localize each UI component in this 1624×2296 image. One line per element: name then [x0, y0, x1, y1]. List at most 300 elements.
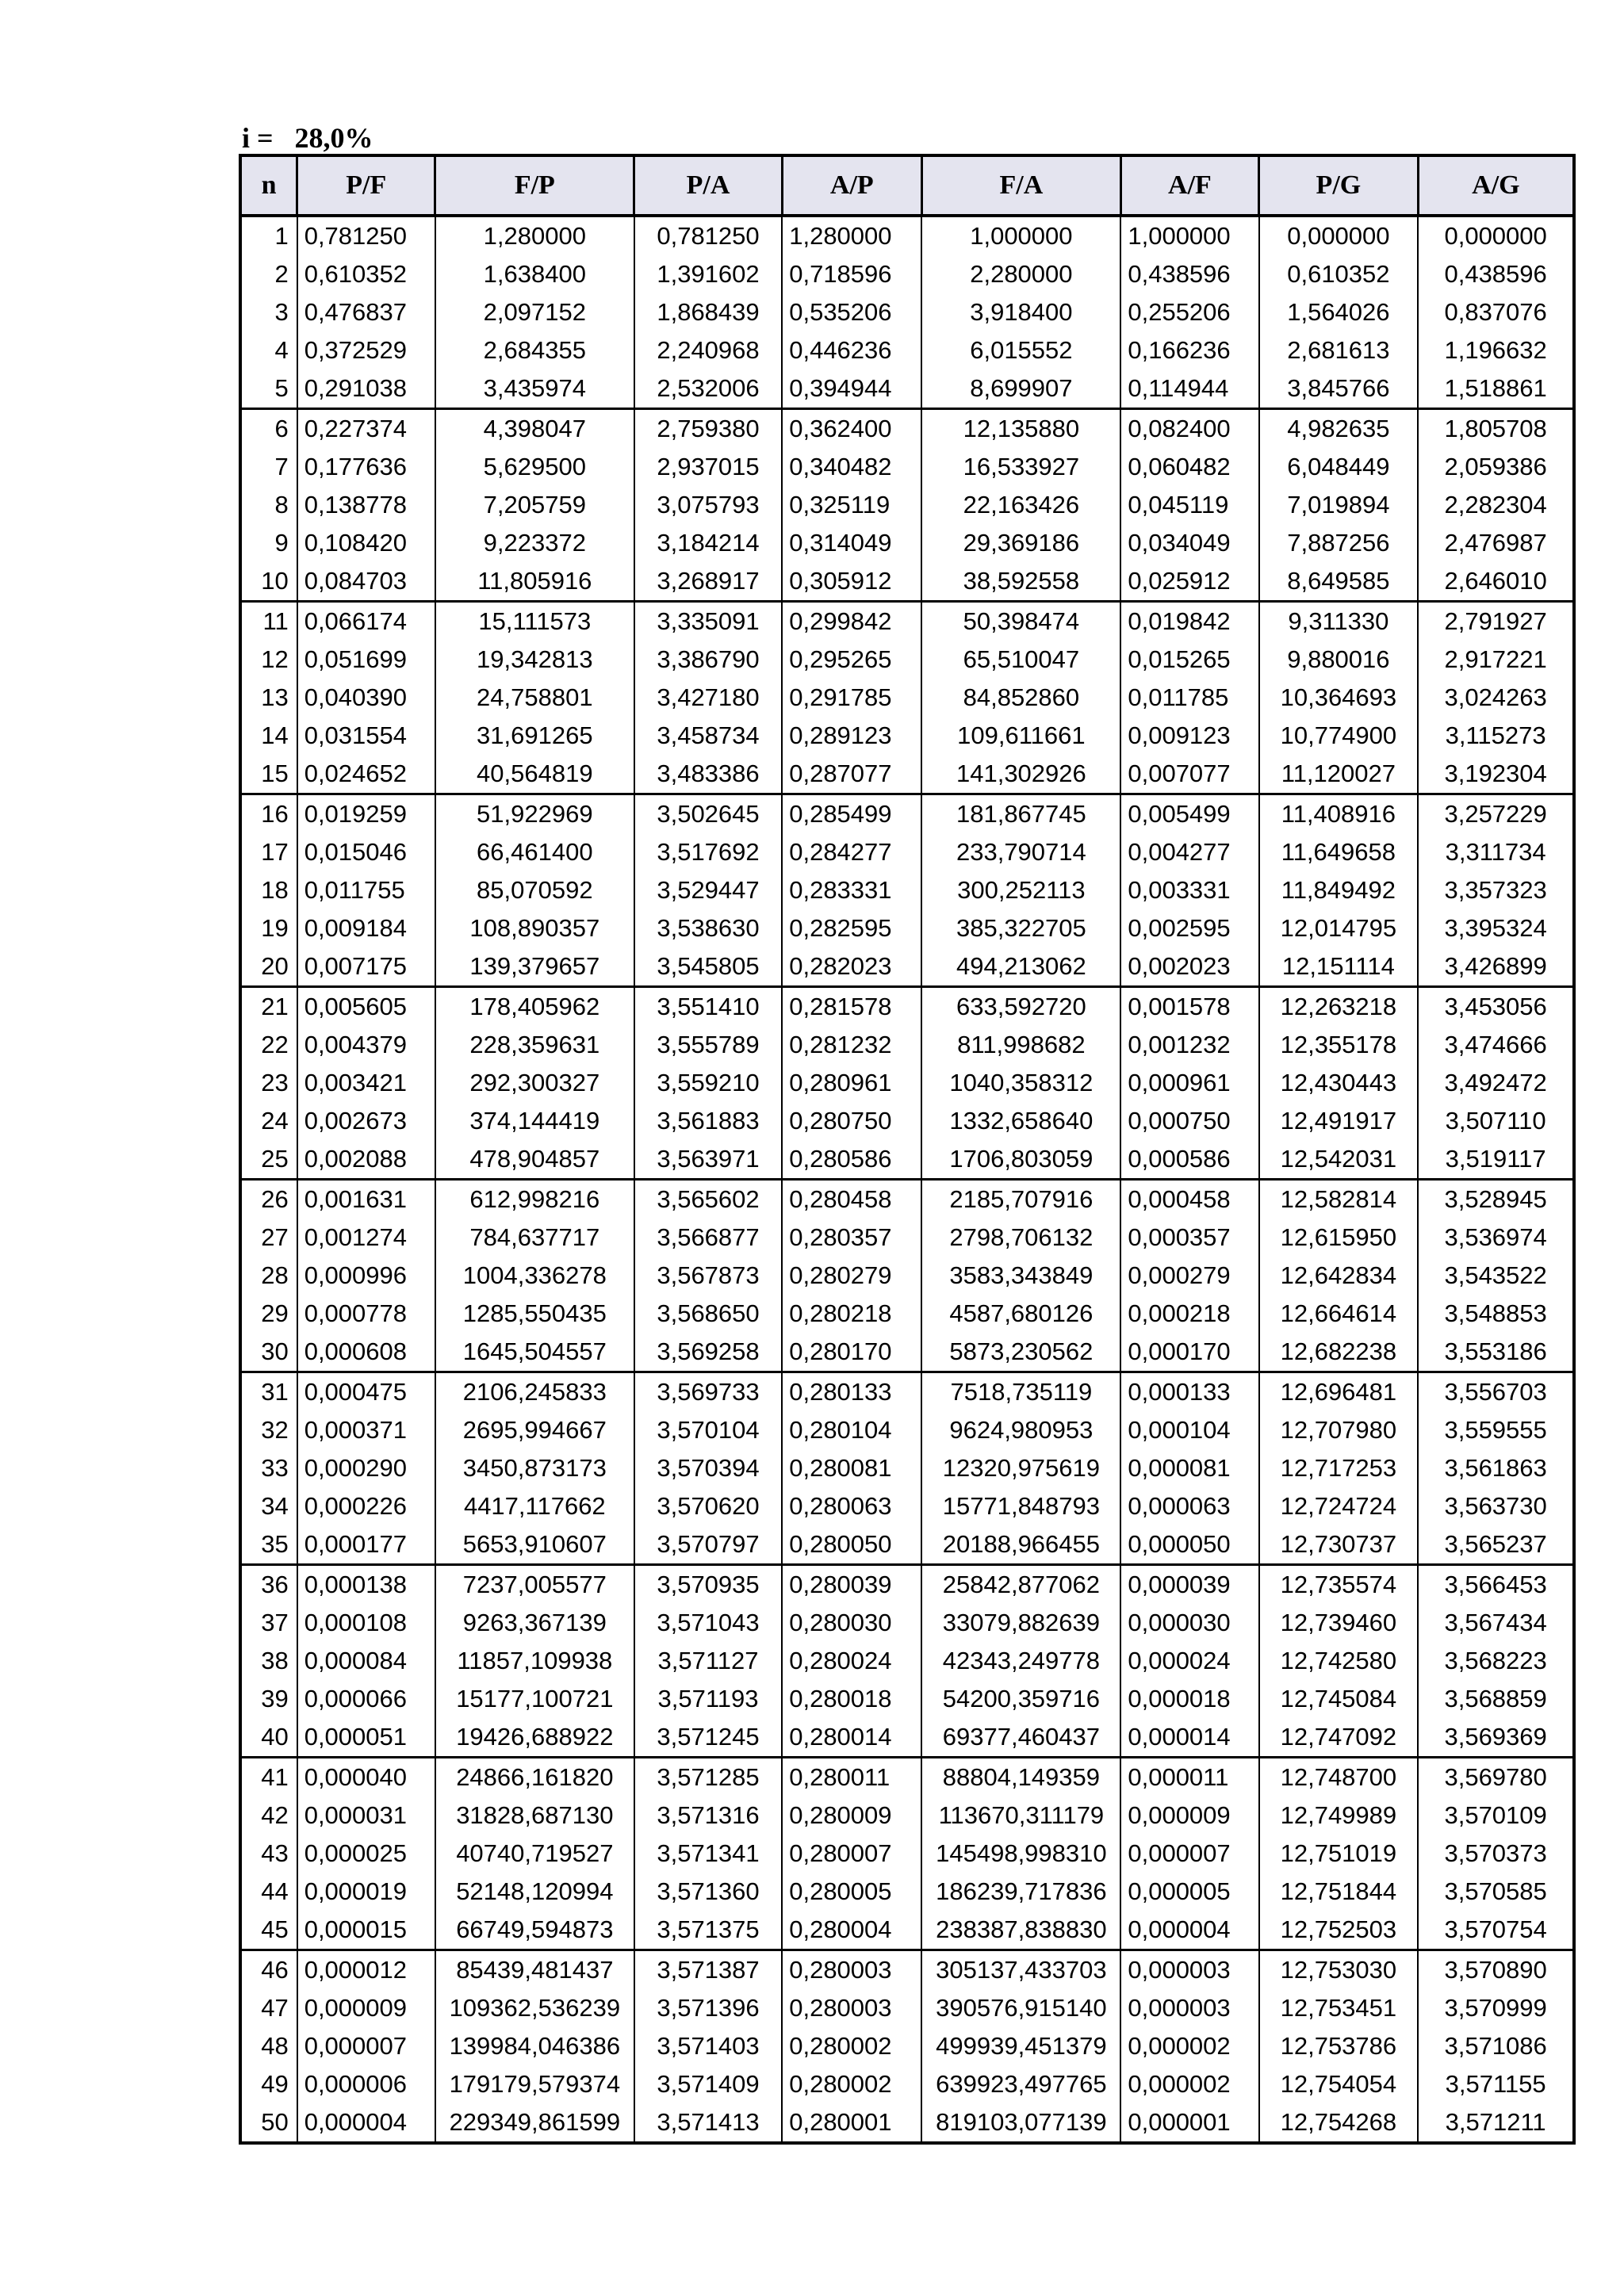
- f-a-cell: 141,302926: [921, 755, 1120, 794]
- table-row: [240, 1487, 1574, 1525]
- f-a-cell: 69377,460437: [921, 1718, 1120, 1758]
- p-a-cell: 3,561883: [634, 1102, 782, 1140]
- f-p-cell: 109362,536239: [435, 1989, 634, 2027]
- p-f-cell: 0,000371: [297, 1411, 435, 1449]
- f-a-cell: 3583,343849: [921, 1257, 1120, 1295]
- p-f-cell: 0,000051: [297, 1718, 435, 1758]
- a-f-cell: 0,015265: [1120, 641, 1258, 679]
- f-a-cell: 1,000000: [921, 216, 1120, 255]
- p-a-cell: 3,571245: [634, 1718, 782, 1758]
- a-p-cell: 0,280279: [782, 1257, 921, 1295]
- f-p-cell: 5,629500: [435, 448, 634, 486]
- p-g-cell: 12,730737: [1259, 1525, 1419, 1565]
- a-g-cell: 2,476987: [1418, 524, 1574, 562]
- a-f-cell: 0,000002: [1120, 2027, 1258, 2065]
- period-cell: 10: [240, 562, 297, 602]
- table-row: [240, 1411, 1574, 1449]
- a-g-cell: 2,917221: [1418, 641, 1574, 679]
- period-cell: 45: [240, 1911, 297, 1950]
- a-g-cell: 3,474666: [1418, 1026, 1574, 1064]
- period-cell: 6: [240, 409, 297, 449]
- p-g-cell: 12,735574: [1259, 1565, 1419, 1605]
- column-header-a-g: A/G: [1418, 155, 1574, 216]
- p-a-cell: 3,569258: [634, 1333, 782, 1372]
- p-f-cell: 0,000608: [297, 1333, 435, 1372]
- period-cell: 15: [240, 755, 297, 794]
- a-g-cell: 0,837076: [1418, 293, 1574, 331]
- f-a-cell: 113670,311179: [921, 1797, 1120, 1835]
- f-a-cell: 50,398474: [921, 602, 1120, 641]
- f-a-cell: 25842,877062: [921, 1565, 1120, 1605]
- f-a-cell: 494,213062: [921, 947, 1120, 987]
- p-a-cell: 3,268917: [634, 562, 782, 602]
- p-a-cell: 3,569733: [634, 1372, 782, 1412]
- a-p-cell: 0,280009: [782, 1797, 921, 1835]
- f-a-cell: 1332,658640: [921, 1102, 1120, 1140]
- a-p-cell: 0,535206: [782, 293, 921, 331]
- a-p-cell: 0,280007: [782, 1835, 921, 1873]
- a-g-cell: 3,563730: [1418, 1487, 1574, 1525]
- a-p-cell: 0,280750: [782, 1102, 921, 1140]
- a-g-cell: 1,518861: [1418, 369, 1574, 409]
- p-f-cell: 0,000006: [297, 2065, 435, 2103]
- period-cell: 5: [240, 369, 297, 409]
- p-g-cell: 10,774900: [1259, 717, 1419, 755]
- p-a-cell: 2,759380: [634, 409, 782, 449]
- period-cell: 12: [240, 641, 297, 679]
- a-g-cell: 3,568859: [1418, 1680, 1574, 1718]
- a-g-cell: 3,561863: [1418, 1449, 1574, 1487]
- table-row: [240, 293, 1574, 331]
- a-f-cell: 0,025912: [1120, 562, 1258, 602]
- interest-rate-prefix: i =: [242, 122, 274, 154]
- a-g-cell: 3,559555: [1418, 1411, 1574, 1449]
- table-row: [240, 1758, 1574, 1797]
- p-a-cell: 3,502645: [634, 794, 782, 834]
- a-g-cell: 3,570109: [1418, 1797, 1574, 1835]
- p-g-cell: 12,615950: [1259, 1219, 1419, 1257]
- f-a-cell: 84,852860: [921, 679, 1120, 717]
- f-p-cell: 178,405962: [435, 987, 634, 1027]
- p-a-cell: 3,529447: [634, 871, 782, 909]
- a-g-cell: 3,568223: [1418, 1642, 1574, 1680]
- table-row: [240, 794, 1574, 834]
- a-g-cell: 2,059386: [1418, 448, 1574, 486]
- a-f-cell: 0,000050: [1120, 1525, 1258, 1565]
- f-p-cell: 292,300327: [435, 1064, 634, 1102]
- period-cell: 13: [240, 679, 297, 717]
- a-f-cell: 0,000018: [1120, 1680, 1258, 1718]
- a-f-cell: 0,000002: [1120, 2065, 1258, 2103]
- p-g-cell: 7,887256: [1259, 524, 1419, 562]
- p-g-cell: 11,120027: [1259, 755, 1419, 794]
- table-row: [240, 987, 1574, 1027]
- table-row: [240, 871, 1574, 909]
- table-row: [240, 1449, 1574, 1487]
- a-f-cell: 0,000218: [1120, 1295, 1258, 1333]
- a-f-cell: 0,000750: [1120, 1102, 1258, 1140]
- period-cell: 7: [240, 448, 297, 486]
- p-a-cell: 3,571396: [634, 1989, 782, 2027]
- p-f-cell: 0,003421: [297, 1064, 435, 1102]
- period-cell: 41: [240, 1758, 297, 1797]
- f-p-cell: 228,359631: [435, 1026, 634, 1064]
- p-a-cell: 3,571193: [634, 1680, 782, 1718]
- f-p-cell: 4,398047: [435, 409, 634, 449]
- a-p-cell: 0,287077: [782, 755, 921, 794]
- f-p-cell: 9,223372: [435, 524, 634, 562]
- a-f-cell: 0,000039: [1120, 1565, 1258, 1605]
- period-cell: 34: [240, 1487, 297, 1525]
- p-a-cell: 3,571043: [634, 1604, 782, 1642]
- a-f-cell: 0,000009: [1120, 1797, 1258, 1835]
- f-p-cell: 66,461400: [435, 833, 634, 871]
- table-header-row: [240, 155, 1574, 216]
- f-a-cell: 145498,998310: [921, 1835, 1120, 1873]
- a-g-cell: 3,569369: [1418, 1718, 1574, 1758]
- f-p-cell: 66749,594873: [435, 1911, 634, 1950]
- a-p-cell: 0,280586: [782, 1140, 921, 1180]
- f-p-cell: 11857,109938: [435, 1642, 634, 1680]
- f-a-cell: 186239,717836: [921, 1873, 1120, 1911]
- p-f-cell: 0,138778: [297, 486, 435, 524]
- f-p-cell: 1004,336278: [435, 1257, 634, 1295]
- a-g-cell: 3,507110: [1418, 1102, 1574, 1140]
- period-cell: 28: [240, 1257, 297, 1295]
- a-p-cell: 0,280170: [782, 1333, 921, 1372]
- a-f-cell: 0,002023: [1120, 947, 1258, 987]
- period-cell: 48: [240, 2027, 297, 2065]
- f-a-cell: 2,280000: [921, 255, 1120, 293]
- f-a-cell: 7518,735119: [921, 1372, 1120, 1412]
- p-a-cell: 3,571387: [634, 1950, 782, 1990]
- period-cell: 2: [240, 255, 297, 293]
- a-p-cell: 0,280004: [782, 1911, 921, 1950]
- p-g-cell: 7,019894: [1259, 486, 1419, 524]
- a-g-cell: 3,556703: [1418, 1372, 1574, 1412]
- p-g-cell: 9,311330: [1259, 602, 1419, 641]
- table-row: [240, 1219, 1574, 1257]
- f-p-cell: 4417,117662: [435, 1487, 634, 1525]
- f-a-cell: 633,592720: [921, 987, 1120, 1027]
- a-p-cell: 0,280357: [782, 1219, 921, 1257]
- a-g-cell: 3,528945: [1418, 1180, 1574, 1219]
- period-cell: 35: [240, 1525, 297, 1565]
- f-a-cell: 2185,707916: [921, 1180, 1120, 1219]
- period-cell: 38: [240, 1642, 297, 1680]
- a-g-cell: 3,311734: [1418, 833, 1574, 871]
- column-header-f-p: F/P: [435, 155, 634, 216]
- period-cell: 24: [240, 1102, 297, 1140]
- f-a-cell: 390576,915140: [921, 1989, 1120, 2027]
- a-g-cell: 2,646010: [1418, 562, 1574, 602]
- p-f-cell: 0,227374: [297, 409, 435, 449]
- p-f-cell: 0,000040: [297, 1758, 435, 1797]
- a-p-cell: 0,299842: [782, 602, 921, 641]
- table-row: [240, 409, 1574, 449]
- period-cell: 29: [240, 1295, 297, 1333]
- p-f-cell: 0,000004: [297, 2103, 435, 2143]
- period-cell: 27: [240, 1219, 297, 1257]
- f-a-cell: 3,918400: [921, 293, 1120, 331]
- column-header-p-g: P/G: [1259, 155, 1419, 216]
- f-p-cell: 1,280000: [435, 216, 634, 255]
- f-a-cell: 1040,358312: [921, 1064, 1120, 1102]
- p-f-cell: 0,000475: [297, 1372, 435, 1412]
- a-f-cell: 0,002595: [1120, 909, 1258, 947]
- period-cell: 11: [240, 602, 297, 641]
- a-p-cell: 0,280063: [782, 1487, 921, 1525]
- a-f-cell: 0,000024: [1120, 1642, 1258, 1680]
- p-g-cell: 12,753786: [1259, 2027, 1419, 2065]
- a-f-cell: 0,045119: [1120, 486, 1258, 524]
- f-a-cell: 8,699907: [921, 369, 1120, 409]
- p-g-cell: 12,754268: [1259, 2103, 1419, 2143]
- a-f-cell: 0,000133: [1120, 1372, 1258, 1412]
- a-p-cell: 0,280030: [782, 1604, 921, 1642]
- a-p-cell: 0,340482: [782, 448, 921, 486]
- f-p-cell: 2,097152: [435, 293, 634, 331]
- table-row: [240, 2103, 1574, 2143]
- p-f-cell: 0,000009: [297, 1989, 435, 2027]
- column-header-a-p: A/P: [782, 155, 921, 216]
- table-row: [240, 1295, 1574, 1333]
- a-g-cell: 3,570373: [1418, 1835, 1574, 1873]
- a-g-cell: 3,569780: [1418, 1758, 1574, 1797]
- p-a-cell: 2,532006: [634, 369, 782, 409]
- p-g-cell: 0,610352: [1259, 255, 1419, 293]
- p-g-cell: 12,642834: [1259, 1257, 1419, 1295]
- a-g-cell: 3,571155: [1418, 2065, 1574, 2103]
- p-f-cell: 0,000138: [297, 1565, 435, 1605]
- table-row: [240, 1989, 1574, 2027]
- p-a-cell: 3,551410: [634, 987, 782, 1027]
- a-g-cell: 3,519117: [1418, 1140, 1574, 1180]
- p-g-cell: 12,355178: [1259, 1026, 1419, 1064]
- p-a-cell: 3,427180: [634, 679, 782, 717]
- p-g-cell: 12,151114: [1259, 947, 1419, 987]
- interest-rate-label: [242, 119, 373, 157]
- a-p-cell: 0,282595: [782, 909, 921, 947]
- a-g-cell: 3,571086: [1418, 2027, 1574, 2065]
- f-p-cell: 85,070592: [435, 871, 634, 909]
- period-cell: 31: [240, 1372, 297, 1412]
- table-row: [240, 717, 1574, 755]
- a-p-cell: 0,280011: [782, 1758, 921, 1797]
- period-cell: 21: [240, 987, 297, 1027]
- p-a-cell: 3,184214: [634, 524, 782, 562]
- f-a-cell: 385,322705: [921, 909, 1120, 947]
- p-f-cell: 0,000025: [297, 1835, 435, 1873]
- a-p-cell: 0,305912: [782, 562, 921, 602]
- a-g-cell: 3,567434: [1418, 1604, 1574, 1642]
- table-row: [240, 255, 1574, 293]
- f-p-cell: 5653,910607: [435, 1525, 634, 1565]
- f-p-cell: 108,890357: [435, 909, 634, 947]
- a-p-cell: 0,280081: [782, 1449, 921, 1487]
- p-g-cell: 12,707980: [1259, 1411, 1419, 1449]
- f-a-cell: 811,998682: [921, 1026, 1120, 1064]
- period-cell: 9: [240, 524, 297, 562]
- f-a-cell: 181,867745: [921, 794, 1120, 834]
- f-p-cell: 19,342813: [435, 641, 634, 679]
- p-a-cell: 3,571375: [634, 1911, 782, 1950]
- column-header-f-a: F/A: [921, 155, 1120, 216]
- a-p-cell: 0,280002: [782, 2065, 921, 2103]
- f-a-cell: 20188,966455: [921, 1525, 1120, 1565]
- table-row: [240, 1950, 1574, 1990]
- p-a-cell: 3,483386: [634, 755, 782, 794]
- period-cell: 40: [240, 1718, 297, 1758]
- f-a-cell: 4587,680126: [921, 1295, 1120, 1333]
- a-f-cell: 0,000458: [1120, 1180, 1258, 1219]
- period-cell: 42: [240, 1797, 297, 1835]
- table-row: [240, 1372, 1574, 1412]
- f-p-cell: 1,638400: [435, 255, 634, 293]
- p-f-cell: 0,000778: [297, 1295, 435, 1333]
- p-f-cell: 0,001274: [297, 1219, 435, 1257]
- p-f-cell: 0,011755: [297, 871, 435, 909]
- f-a-cell: 2798,706132: [921, 1219, 1120, 1257]
- f-p-cell: 139,379657: [435, 947, 634, 987]
- f-p-cell: 15,111573: [435, 602, 634, 641]
- a-g-cell: 3,492472: [1418, 1064, 1574, 1102]
- f-p-cell: 2,684355: [435, 331, 634, 369]
- f-p-cell: 229349,861599: [435, 2103, 634, 2143]
- p-a-cell: 3,570797: [634, 1525, 782, 1565]
- a-g-cell: 3,570585: [1418, 1873, 1574, 1911]
- a-f-cell: 0,000011: [1120, 1758, 1258, 1797]
- a-p-cell: 0,280014: [782, 1718, 921, 1758]
- f-p-cell: 2695,994667: [435, 1411, 634, 1449]
- interest-factor-table: [239, 154, 1576, 2145]
- a-g-cell: 1,196632: [1418, 331, 1574, 369]
- f-a-cell: 300,252113: [921, 871, 1120, 909]
- a-f-cell: 0,000001: [1120, 2103, 1258, 2143]
- table-row: [240, 1180, 1574, 1219]
- p-g-cell: 12,542031: [1259, 1140, 1419, 1180]
- a-p-cell: 0,280218: [782, 1295, 921, 1333]
- p-g-cell: 12,682238: [1259, 1333, 1419, 1372]
- f-a-cell: 819103,077139: [921, 2103, 1120, 2143]
- table-row: [240, 1333, 1574, 1372]
- table-row: [240, 1525, 1574, 1565]
- period-cell: 18: [240, 871, 297, 909]
- f-p-cell: 139984,046386: [435, 2027, 634, 2065]
- table-row: [240, 369, 1574, 409]
- a-p-cell: 0,280104: [782, 1411, 921, 1449]
- f-p-cell: 3450,873173: [435, 1449, 634, 1487]
- f-a-cell: 15771,848793: [921, 1487, 1120, 1525]
- period-cell: 49: [240, 2065, 297, 2103]
- period-cell: 25: [240, 1140, 297, 1180]
- f-a-cell: 33079,882639: [921, 1604, 1120, 1642]
- a-p-cell: 0,280005: [782, 1873, 921, 1911]
- p-g-cell: 10,364693: [1259, 679, 1419, 717]
- a-f-cell: 0,082400: [1120, 409, 1258, 449]
- f-a-cell: 639923,497765: [921, 2065, 1120, 2103]
- f-p-cell: 85439,481437: [435, 1950, 634, 1990]
- a-g-cell: 2,791927: [1418, 602, 1574, 641]
- p-g-cell: 3,845766: [1259, 369, 1419, 409]
- p-g-cell: 12,430443: [1259, 1064, 1419, 1102]
- p-f-cell: 0,066174: [297, 602, 435, 641]
- a-p-cell: 0,295265: [782, 641, 921, 679]
- p-a-cell: 3,545805: [634, 947, 782, 987]
- a-p-cell: 0,314049: [782, 524, 921, 562]
- a-g-cell: 3,024263: [1418, 679, 1574, 717]
- f-p-cell: 9263,367139: [435, 1604, 634, 1642]
- column-header-p-a: P/A: [634, 155, 782, 216]
- p-a-cell: 1,391602: [634, 255, 782, 293]
- a-f-cell: 0,000007: [1120, 1835, 1258, 1873]
- f-a-cell: 238387,838830: [921, 1911, 1120, 1950]
- p-g-cell: 12,582814: [1259, 1180, 1419, 1219]
- a-p-cell: 0,280458: [782, 1180, 921, 1219]
- a-p-cell: 0,289123: [782, 717, 921, 755]
- period-cell: 4: [240, 331, 297, 369]
- table-row: [240, 947, 1574, 987]
- p-a-cell: 3,386790: [634, 641, 782, 679]
- a-f-cell: 1,000000: [1120, 216, 1258, 255]
- p-a-cell: 0,781250: [634, 216, 782, 255]
- a-g-cell: 3,570999: [1418, 1989, 1574, 2027]
- table-row: [240, 1565, 1574, 1605]
- table-row: [240, 1140, 1574, 1180]
- p-f-cell: 0,007175: [297, 947, 435, 987]
- period-cell: 1: [240, 216, 297, 255]
- p-f-cell: 0,000066: [297, 1680, 435, 1718]
- period-cell: 50: [240, 2103, 297, 2143]
- table-row: [240, 755, 1574, 794]
- p-f-cell: 0,019259: [297, 794, 435, 834]
- table-row: [240, 331, 1574, 369]
- a-p-cell: 0,280003: [782, 1989, 921, 2027]
- p-f-cell: 0,000108: [297, 1604, 435, 1642]
- a-g-cell: 0,000000: [1418, 216, 1574, 255]
- table-row: [240, 1873, 1574, 1911]
- p-g-cell: 12,724724: [1259, 1487, 1419, 1525]
- p-g-cell: 4,982635: [1259, 409, 1419, 449]
- period-cell: 22: [240, 1026, 297, 1064]
- table-row: [240, 524, 1574, 562]
- p-f-cell: 0,000015: [297, 1911, 435, 1950]
- p-g-cell: 12,263218: [1259, 987, 1419, 1027]
- p-f-cell: 0,015046: [297, 833, 435, 871]
- table-row: [240, 602, 1574, 641]
- a-g-cell: 3,536974: [1418, 1219, 1574, 1257]
- a-g-cell: 2,282304: [1418, 486, 1574, 524]
- period-cell: 23: [240, 1064, 297, 1102]
- f-p-cell: 784,637717: [435, 1219, 634, 1257]
- p-f-cell: 0,002673: [297, 1102, 435, 1140]
- f-a-cell: 88804,149359: [921, 1758, 1120, 1797]
- f-p-cell: 51,922969: [435, 794, 634, 834]
- a-p-cell: 0,325119: [782, 486, 921, 524]
- a-p-cell: 0,283331: [782, 871, 921, 909]
- p-f-cell: 0,000012: [297, 1950, 435, 1990]
- period-cell: 44: [240, 1873, 297, 1911]
- p-g-cell: 12,742580: [1259, 1642, 1419, 1680]
- p-g-cell: 12,717253: [1259, 1449, 1419, 1487]
- a-p-cell: 0,280001: [782, 2103, 921, 2143]
- table-row: [240, 1026, 1574, 1064]
- a-p-cell: 0,280050: [782, 1525, 921, 1565]
- p-g-cell: 12,745084: [1259, 1680, 1419, 1718]
- p-a-cell: 1,868439: [634, 293, 782, 331]
- period-cell: 37: [240, 1604, 297, 1642]
- f-a-cell: 109,611661: [921, 717, 1120, 755]
